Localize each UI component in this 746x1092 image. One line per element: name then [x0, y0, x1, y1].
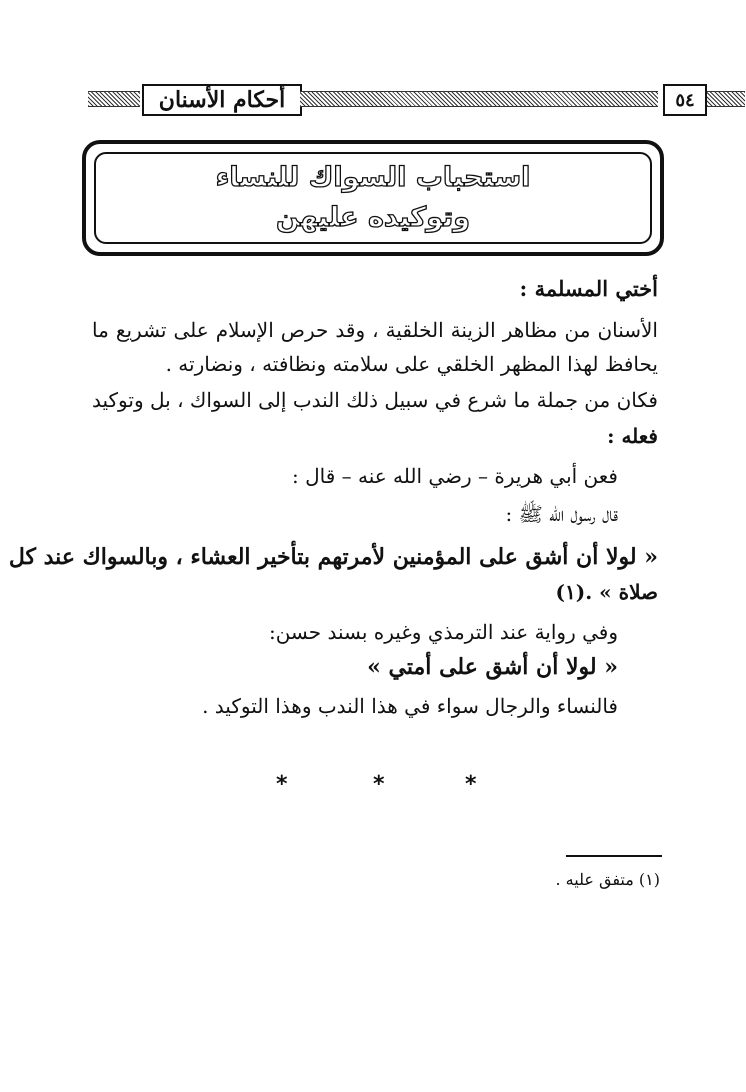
- page-header: [88, 84, 695, 114]
- chapter-title-frame: [82, 140, 664, 256]
- riwaya-line: وفي رواية عند الترمذي وغيره بسند حسن:: [268, 620, 618, 644]
- paragraph-1-line-2: يحافظ لهذا المظهر الخلقي على سلامته ونظافته ، ونضارته .: [165, 352, 658, 376]
- header-hatch-right: [707, 91, 745, 107]
- narration-line: فعن أبي هريرة – رضي الله عنه – قال :: [291, 464, 618, 488]
- header-hatch-middle: [300, 91, 658, 107]
- footnote: (١) متفق عليه .: [555, 870, 660, 889]
- chapter-title-inner: [94, 152, 652, 244]
- greeting: أختي المسلمة :: [519, 276, 658, 301]
- hadith-line-1: « لولا أن أشق على المؤمنين لأمرتهم بتأخير العشاء ، وبالسواك عند كل: [8, 544, 658, 570]
- paragraph-1-line-1: الأسنان من مظاهر الزينة الخلقية ، وقد حرص الإسلام على تشريع ما: [92, 318, 658, 342]
- separator-star-3: *: [465, 772, 477, 797]
- hadith-2: « لولا أن أشق على أمتي »: [367, 654, 618, 680]
- running-title: أحكام الأسنان: [142, 84, 302, 116]
- section-separator: [0, 772, 746, 802]
- paragraph-2-line-1: فكان من جملة ما شرع في سبيل ذلك الندب إلى السواك ، بل وتوكيد: [92, 388, 658, 412]
- conclusion-line: فالنساء والرجال سواء في هذا الندب وهذا التوكيد .: [202, 694, 618, 718]
- separator-star-1: *: [276, 772, 288, 797]
- chapter-title-line-1: استحباب السواك للنساء: [215, 162, 531, 193]
- page-number: ٥٤: [663, 84, 707, 116]
- header-hatch-left: [88, 91, 140, 107]
- prophet-line: قال رسول الله ﷺ :: [505, 502, 618, 526]
- separator-star-2: *: [373, 772, 385, 797]
- footnote-rule: [566, 855, 662, 857]
- paragraph-2-line-2: فعله :: [607, 424, 658, 448]
- hadith-line-2: صلاة » .(١): [555, 580, 658, 604]
- chapter-title-line-2: وتوكيده عليهن: [275, 202, 471, 233]
